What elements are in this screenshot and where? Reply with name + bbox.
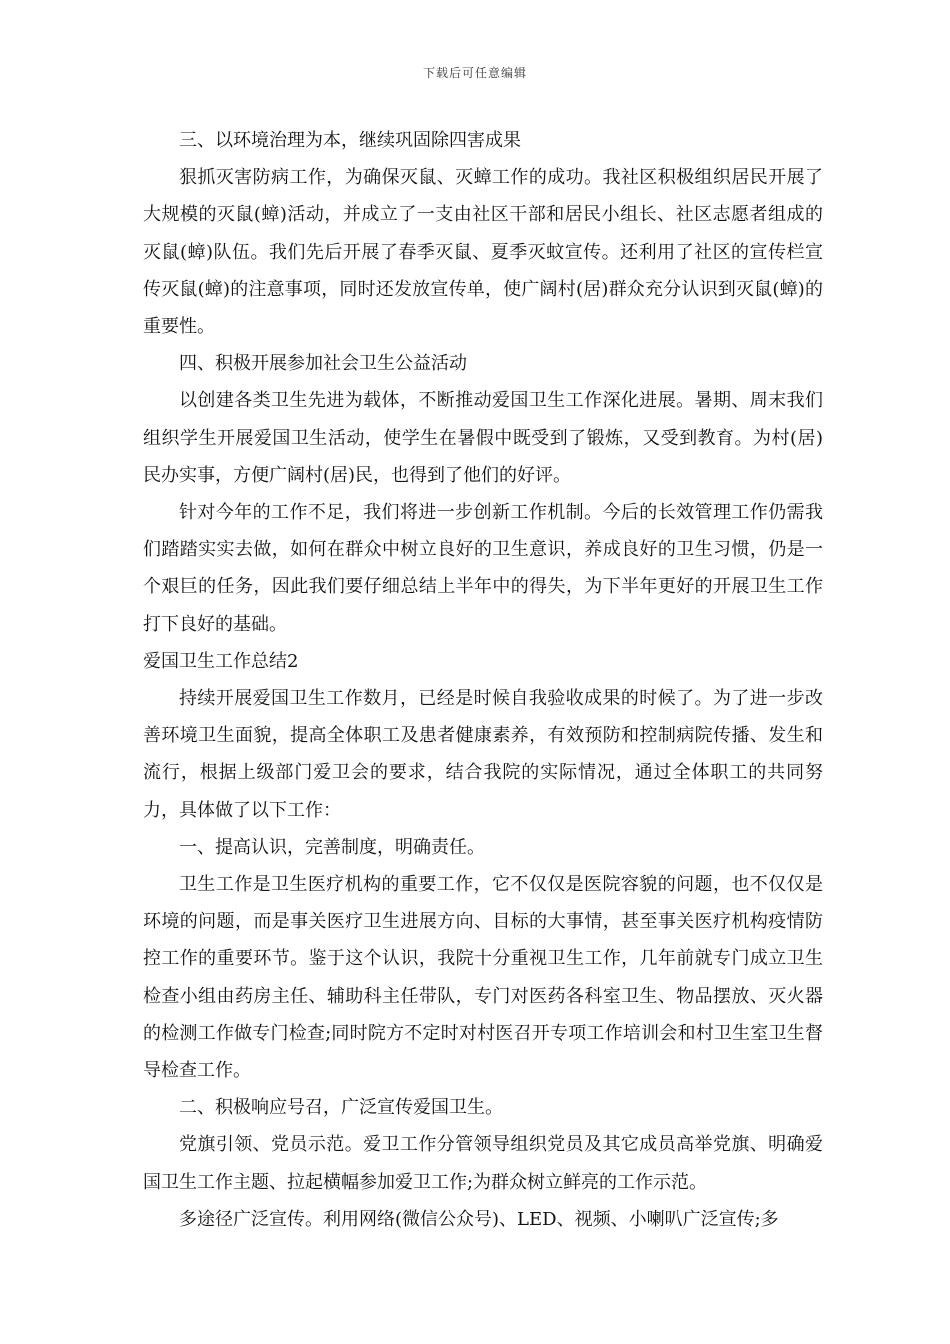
section-heading-1: 一、提高认识，完善制度，明确责任。 (179, 836, 485, 858)
paragraph: 以创建各类卫生先进为载体，不断推动爱国卫生工作深化进展。暑期、周末我们组织学生开展爱国卫生活动，使学生在暑假中既受到了锻炼，又受到教育。为村(居)民办实事，方便广阔村(居)民，也得到了他们的好评。 (143, 390, 823, 486)
paragraph: 党旗引领、党员示范。爱卫工作分管领导组织党员及其它成员高举党旗、明确爱国卫生工作主题、拉起横幅参加爱卫工作;为群众树立鲜亮的工作示范。 (143, 1134, 823, 1193)
section-heading-3: 三、以环境治理为本，继续巩固除四害成果 (179, 130, 521, 151)
page-header-note: 下载后可任意编辑 (422, 66, 527, 80)
paragraph: 狠抓灭害防病工作，为确保灭鼠、灭蟑工作的成功。我社区积极组织居民开展了大规模的灭鼠(蟑)活动，并成立了一支由社区干部和居民小组长、社区志愿者组成的灭鼠(蟑)队伍。我们先后开展了春季灭鼠、夏季灭蚊宣传。还利用了社区的宣传栏宣传灭鼠(蟑)的注意事项，同时还发放宣传单，使广阔村(居)群众充分认识到灭鼠(蟑)的重要性。 (143, 167, 823, 338)
section-heading-4: 四、积极开展参加社会卫生公益活动 (179, 353, 467, 375)
paragraph: 针对今年的工作不足，我们将进一步创新工作机制。今后的长效管理工作仍需我们踏踏实实去做，如何在群众中树立良好的卫生意识，养成良好的卫生习惯，仍是一个艰巨的任务，因此我们要仔细总结上半年中的得失，为下半年更好的开展卫生工作打下良好的基础。 (143, 502, 823, 635)
paragraph: 多途径广泛宣传。利用网络(微信公众号)、LED、视频、小喇叭广泛宣传;多 (179, 1208, 779, 1230)
paragraph: 持续开展爱国卫生工作数月，已经是时候自我验收成果的时候了。为了进一步改善环境卫生面貌，提高全体职工及患者健康素养，有效预防和控制病院传播、发生和流行，根据上级部门爱卫会的要求，结合我院的实际情况，通过全体职工的共同努力，具体做了以下工作： (143, 688, 823, 821)
document-body (143, 122, 823, 1238)
document-subtitle: 爱国卫生工作总结2 (143, 650, 299, 672)
paragraph: 卫生工作是卫生医疗机构的重要工作，它不仅仅是医院容貌的问题，也不仅仅是环境的问题，而是事关医疗卫生进展方向、目标的大事情，甚至事关医疗机构疫情防控工作的重要环节。鉴于这个认识，我院十分重视卫生工作，几年前就专门成立卫生检查小组由药房主任、辅助科主任带队，专门对医药各科室卫生、物品摆放、灭火器的检测工作做专门检查;同时院方不定时对村医召开专项工作培训会和村卫生室卫生督导检查工作。 (143, 874, 823, 1082)
section-heading-2: 二、积极响应号召，广泛宣传爱国卫生。 (179, 1097, 503, 1119)
